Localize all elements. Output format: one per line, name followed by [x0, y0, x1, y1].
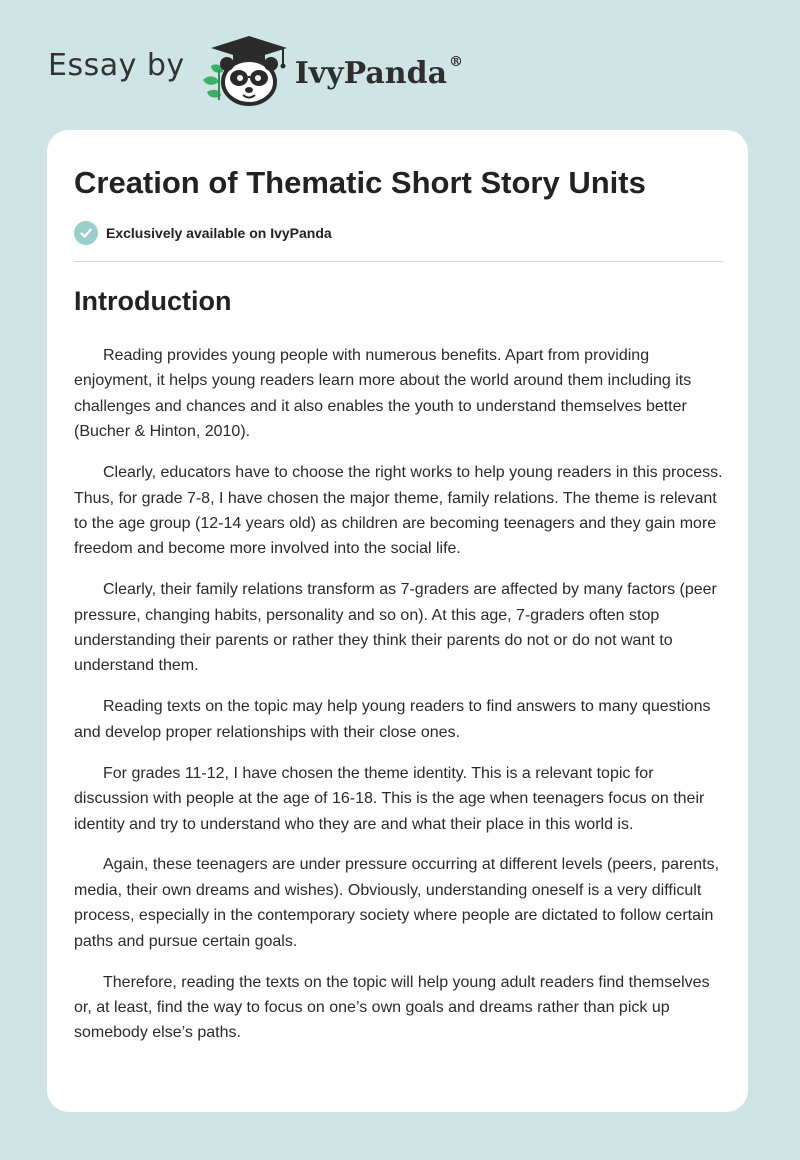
registered-mark: ®: [449, 53, 464, 70]
paragraph: Therefore, reading the texts on the topic will help young adult readers find themselves or, at least, find the way to focus on one’s own goals and dreams rather than pick up somebody else’s paths.: [74, 973, 710, 1042]
check-mark-icon: [79, 226, 93, 240]
paragraph: Reading texts on the topic may help young readers to find answers to many questions and develop proper relationships with their close ones.: [74, 698, 711, 741]
exclusive-badge: [74, 221, 332, 245]
site-header: [48, 30, 463, 110]
essay-card: [47, 130, 748, 1112]
section-heading: Introduction: [74, 286, 232, 316]
paragraph: Clearly, their family relations transform as 7-graders are affected by many factors (peer pressure, changing habits, personality and so on). At this age, 7-graders often stop understanding their parents or rather they think their parents do not or do not want to understand them.: [74, 581, 717, 675]
essay-by-label: Essay by: [48, 47, 185, 83]
brand-name[interactable]: [294, 53, 464, 91]
paragraph: Again, these teenagers are under pressure occurring at different levels (peers, parents, media, their own dreams and wishes). Obviously, understanding oneself is a very difficult process, especially in the contemporary society where people are dictated to follow certain paths and pursue certain goals.: [74, 856, 720, 950]
article-body: [74, 343, 724, 1061]
paragraph: Reading provides young people with numerous benefits. Apart from providing enjoyment, it helps young readers learn more about the world around them including its challenges and chances and it also enables the youth to understand themselves better (Bucher & Hinton, 2010).: [74, 347, 692, 441]
check-circle-icon: [74, 221, 98, 245]
ivy-leaf-icon: [203, 64, 223, 100]
title-divider: [74, 261, 723, 262]
paragraph: For grades 11-12, I have chosen the theme identity. This is a relevant topic for discussion with people at the age of 16-18. This is the age when teenagers focus on their identity and try to understand who they are and what their place in this world is.: [74, 764, 705, 833]
badge-label: Exclusively available on IvyPanda: [106, 225, 332, 241]
brand-name-text: IvyPanda: [294, 55, 448, 91]
panda-graduate-icon[interactable]: [199, 30, 291, 110]
panda-logo-svg: [199, 30, 291, 110]
page-title: Creation of Thematic Short Story Units: [74, 165, 646, 200]
paragraph: Clearly, educators have to choose the right works to help young readers in this process. Thus, for grade 7-8, I have chosen the major theme, family relations. The theme is relevant to the age group (12-14 years old) as children are becoming teenagers and they gain more freedom and become more involved into the social life.: [74, 464, 723, 558]
